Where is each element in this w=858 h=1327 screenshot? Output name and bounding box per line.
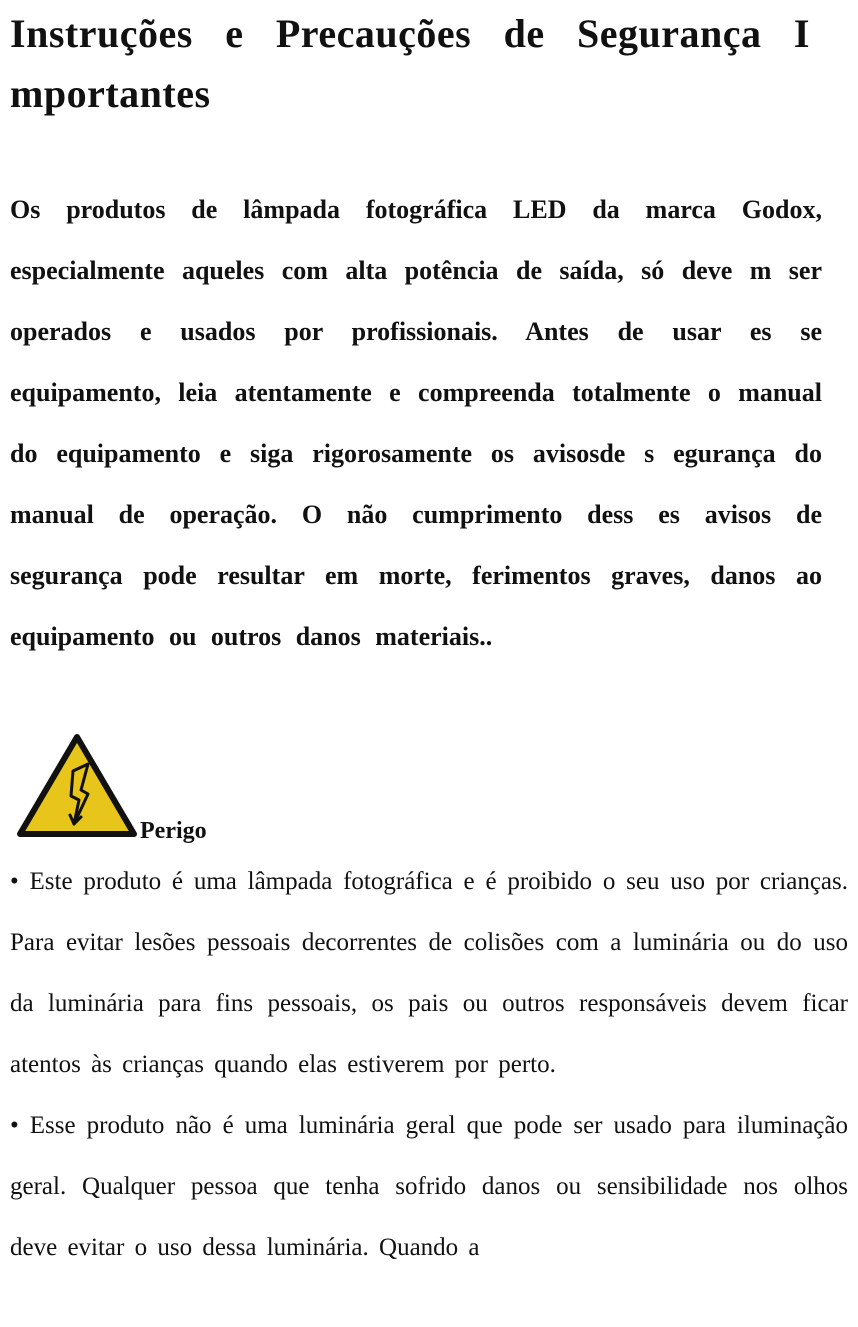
danger-section [16, 733, 276, 843]
bullet-general-lighting: • Esse produto não é uma luminária geral que pode ser usado para iluminação geral. Qualquer pessoa que tenha sofrido danos ou sensibilidade nos olhos deve evitar o uso dessa luminária. Quando a [10, 1112, 848, 1261]
page-title: Instruções e Precauções de Segurança I mportantes [10, 11, 810, 116]
safety-bullet-list [10, 851, 848, 1278]
danger-label: Perigo [140, 818, 207, 844]
intro-paragraph: Os produtos de lâmpada fotográfica LED da marca Godox, especialmente aqueles com alta potência de saída, só deve m ser operados e usados por profissionais. Antes de usar es se equipamento, leia atentamente e compreenda totalmente o manual do equipamento e siga rigorosamente os avisosde s egurança do manual de operação. O não cumprimento dess es avisos de segurança pode resultar em morte, ferimentos graves, danos ao equipamento ou outros danos materiais.. [10, 195, 822, 651]
high-voltage-warning-icon [16, 733, 138, 841]
bullet-children: • Este produto é uma lâmpada fotográfica e é proibido o seu uso por crianças. Para evitar lesões pessoais decorrentes de colisões com a luminária ou do uso da luminária para fins pessoais, os pais ou outros responsáveis devem ficar atentos às crianças quando elas estiverem por perto. [10, 868, 848, 1078]
